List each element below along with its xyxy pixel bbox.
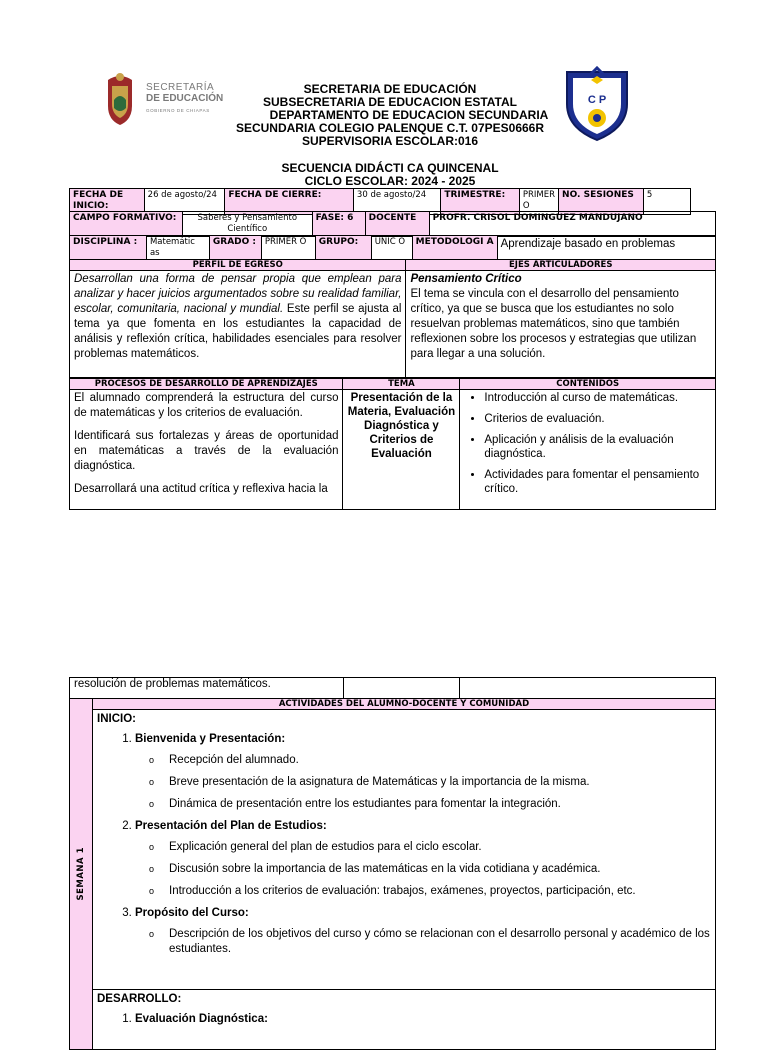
perfil-italic-text: Desarrollan una forma de pensar propia que emplean para analizar y hacer juicios argumentados sobre su realidad familiar, escolar, comunitaria, nacional y mundial. xyxy=(74,273,402,315)
desarrollo-section xyxy=(93,990,716,1050)
metodologia-value: Aprendizaje basado en problemas xyxy=(497,236,715,261)
procesos-text xyxy=(70,390,343,510)
chiapas-coat-of-arms-icon xyxy=(104,70,136,126)
secretaria-logo-line3: GOBIERNO DE CHIAPAS xyxy=(146,108,210,113)
sesiones-label: NO. SESIONES xyxy=(559,189,644,215)
perfil-normal-text: Este perfil se ajusta al tema ya que fomenta en los estudiantes la capacidad de análisis y reflexión crítica, habilidades esenciales para resolver problemas matemáticos. xyxy=(74,303,402,360)
actividades-header: ACTIVIDADES DEL ALUMNO-DOCENTE Y COMUNIDAD xyxy=(93,699,716,710)
procesos-p3: Desarrollará una actitud crítica y reflexiva hacia la xyxy=(74,483,328,495)
info-row-3 xyxy=(69,235,716,261)
fecha-inicio-value: 26 de agosto/24 xyxy=(144,189,225,215)
inicio-item-2: 2. Presentación del Plan de Estudios: o Explicación general del plan de estudios para el ciclo escolar. o Discusión sobre la importancia de las matemáticas en la vida cotidiana y académica. o Introducción a los criterios de evaluación: trabajos, exámenes, proyectos, participación, etc. xyxy=(135,819,711,899)
fecha-cierre-value: 30 de agosto/24 xyxy=(353,189,440,215)
grupo-label: GRUPO: xyxy=(315,236,371,261)
contenido-item: • Introducción al curso de matemáticas. xyxy=(484,391,711,405)
fecha-inicio-label: FECHA DE INICIO: xyxy=(70,189,145,215)
metodologia-label: METODOLOGI A xyxy=(412,236,497,261)
inicio-subitem: o Descripción de los objetivos del curso y cómo se relacionan con el desarrollo personal y académico de los estudiantes. xyxy=(169,927,711,957)
sesiones-value: 5 xyxy=(643,189,691,215)
inicio-subitem: o Discusión sobre la importancia de las matemáticas en la vida cotidiana y académica. xyxy=(169,862,711,877)
semana-cell xyxy=(70,699,93,1050)
desarrollo-label: DESARROLLO: xyxy=(97,993,182,1005)
grado-value: PRIMER O xyxy=(261,236,315,261)
procesos-continuation-table xyxy=(69,677,716,699)
header-line-4: SECUNDARIA COLEGIO PALENQUE C.T. 07PES0666R xyxy=(235,121,545,135)
docente-label: DOCENTE xyxy=(365,212,429,237)
contenidos-empty-cell xyxy=(460,678,716,699)
perfil-text xyxy=(70,271,406,378)
trimestre-label: TRIMESTRE: xyxy=(441,189,520,215)
inicio-subitem: o Introducción a los criterios de evaluación: trabajos, exámenes, proyectos, participación, etc. xyxy=(169,884,711,899)
title-line-1: SECUENCIA DIDÁCTI CA QUINCENAL xyxy=(281,161,499,175)
header-line-1: SECRETARIA DE EDUCACIÓN xyxy=(303,82,477,96)
inicio-label: INICIO: xyxy=(97,713,136,725)
procesos-header: PROCESOS DE DESARROLLO DE APRENDIZAJES xyxy=(70,379,343,390)
ejes-text xyxy=(406,271,716,378)
actividades-table xyxy=(69,698,716,1050)
title-line-2: CICLO ESCOLAR: 2024 - 2025 xyxy=(304,174,476,188)
inicio-item-1: 1. Bienvenida y Presentación: o Recepción del alumnado. o Breve presentación de la asignatura de Matemáticas y la importancia de la misma. o Dinámica de presentación entre los estudiantes para fomentar la integración. xyxy=(135,732,711,812)
campo-label: CAMPO FORMATIVO: xyxy=(70,212,183,237)
shield-logo-text: C P xyxy=(587,94,607,106)
ejes-description: El tema se vincula con el desarrollo del pensamiento crítico, ya que se busca que los estudiantes no solo resuelvan problemas matemáticos, sino que también reflexionen sobre los procesos y estrategias que utilizan para llegar a una solución. xyxy=(410,288,697,360)
inicio-subitem: o Recepción del alumnado. xyxy=(169,753,711,768)
secretaria-logo-line1: SECRETARÍA xyxy=(146,82,215,93)
inicio-subitem: o Explicación general del plan de estudios para el ciclo escolar. xyxy=(169,840,711,855)
inicio-subitem: o Dinámica de presentación entre los estudiantes para fomentar la integración. xyxy=(169,797,711,812)
header-line-3: DEPARTAMENTO DE EDUCACION SECUNDARIA xyxy=(269,108,549,122)
contenido-item: • Criterios de evaluación. xyxy=(484,412,711,426)
trimestre-value: PRIMER O xyxy=(519,189,558,215)
disciplina-value: Matemátic as xyxy=(146,236,209,261)
perfil-header: PERFIL DE EGRESO xyxy=(70,260,406,271)
tema-empty-cell xyxy=(343,678,460,699)
perfil-ejes-table xyxy=(69,259,716,378)
procesos-p1: El alumnado comprenderá la estructura del curso de matemáticas y los criterios de evaluación. xyxy=(74,392,339,419)
grado-label: GRADO : xyxy=(209,236,261,261)
document-header xyxy=(180,83,600,148)
contenido-item: • Actividades para fomentar el pensamiento crítico. xyxy=(484,468,711,496)
contenidos-header: CONTENIDOS xyxy=(460,379,716,390)
tema-header: TEMA xyxy=(343,379,460,390)
disciplina-label: DISCIPLINA : xyxy=(70,236,147,261)
contenido-item: • Aplicación y análisis de la evaluación diagnóstica. xyxy=(484,433,711,461)
info-row-2 xyxy=(69,211,716,237)
fecha-cierre-label: FECHA DE CIERRE: xyxy=(225,189,354,215)
ejes-header: EJES ARTICULADORES xyxy=(406,260,716,271)
campo-value: Saberes y Pensamiento Científico xyxy=(182,212,312,237)
ejes-title: Pensamiento Crítico xyxy=(410,273,522,285)
grupo-value: UNIC O xyxy=(371,236,412,261)
procesos-p2: Identificará sus fortalezas y áreas de oportunidad en matemáticas a través de la evaluación diagnóstica. xyxy=(74,430,339,472)
header-line-2: SUBSECRETARIA DE EDUCACION ESTATAL xyxy=(262,95,517,109)
inicio-item-3: 3. Propósito del Curso: o Descripción de los objetivos del curso y cómo se relacionan con el desarrollo personal y académico de los estudiantes. xyxy=(135,906,711,957)
desarrollo-item-1: 1. Evaluación Diagnóstica: xyxy=(135,1012,711,1027)
header-line-5: SUPERVISORIA ESCOLAR:016 xyxy=(301,134,479,148)
docente-value: PROFR. CRISOL DOMINGUEZ MANDUJANO xyxy=(429,212,715,237)
document-title xyxy=(180,162,600,188)
procesos-table xyxy=(69,378,716,510)
fase-label: FASE: 6 xyxy=(312,212,365,237)
procesos-p3-continuation: resolución de problemas matemáticos. xyxy=(70,678,344,699)
inicio-subitem: o Breve presentación de la asignatura de Matemáticas y la importancia de la misma. xyxy=(169,775,711,790)
tema-text: Presentación de la Materia, Evaluación Diagnóstica y Criterios de Evaluación xyxy=(343,390,460,510)
secretaria-logo-line2: DE EDUCACIÓN xyxy=(146,93,224,104)
inicio-section xyxy=(93,710,716,990)
semana-label: SEMANA 1 xyxy=(75,847,86,901)
contenidos-list xyxy=(460,390,716,510)
